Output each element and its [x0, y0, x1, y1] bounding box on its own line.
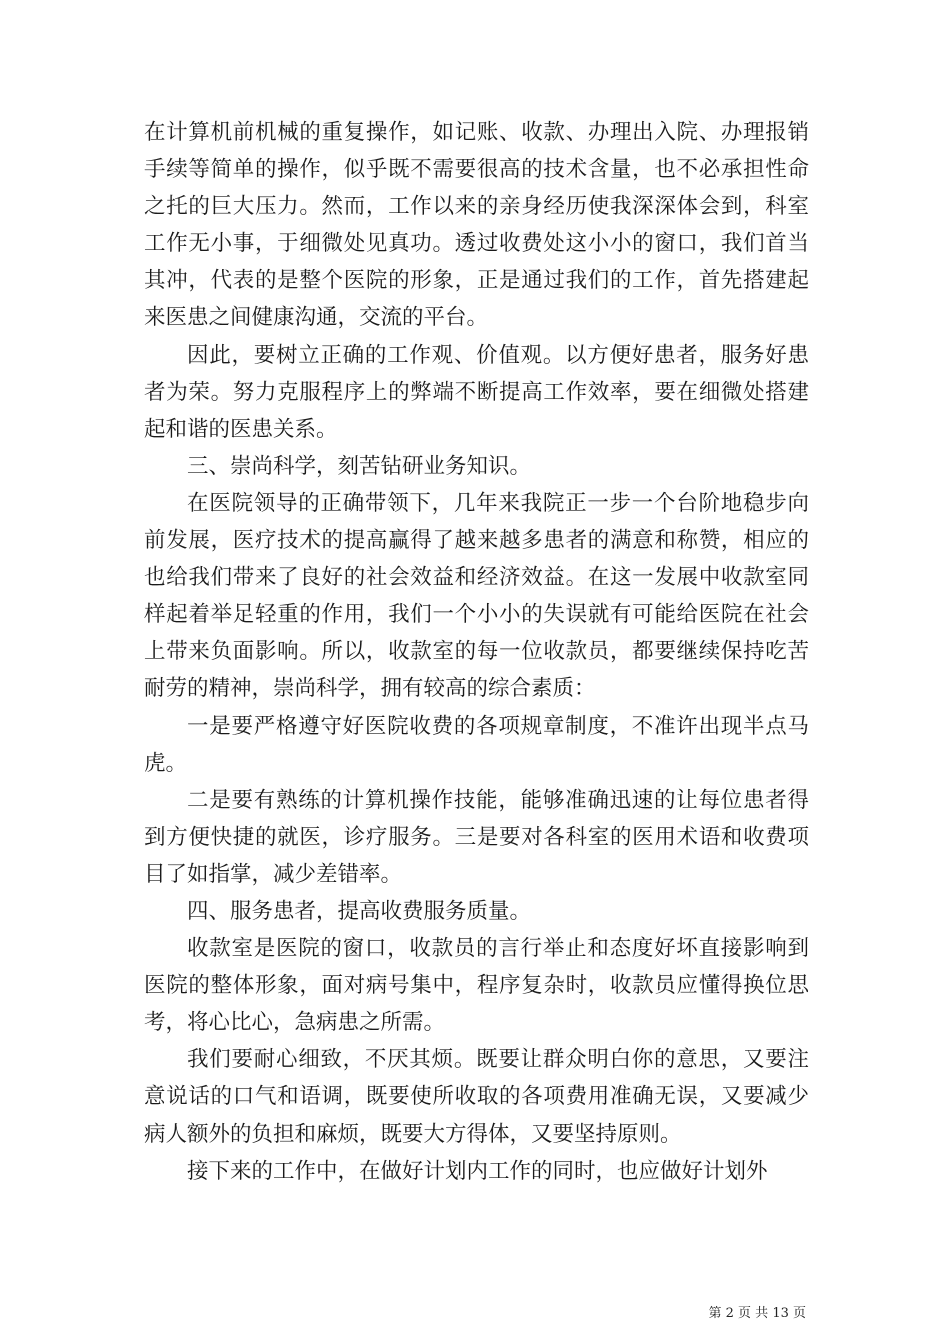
page-number-footer: 第 2 页 共 13 页 — [708, 1306, 806, 1321]
paragraph-4: 在医院领导的正确带领下，几年来我院正一步一个台阶地稳步向前发展，医疗技术的提高赢得了越来越多患者的满意和称赞，相应的也给我们带来了良好的社会效益和经济效益。在这一发展中收款室同样起着举足轻重的作用，我们一个小小的失误就有可能给医院在社会上带来负面影响。所以，收款室的每一位收款员，都要继续保持吃苦耐劳的精神，崇尚科学，拥有较高的综合素质： — [144, 490, 809, 702]
paragraph-6: 二是要有熟练的计算机操作技能，能够准确迅速的让每位患者得到方便快捷的就医，诊疗服务。三是要对各科室的医用术语和收费项目了如指掌，减少差错率。 — [144, 787, 809, 887]
paragraph-8: 收款室是医院的窗口，收款员的言行举止和态度好坏直接影响到医院的整体形象，面对病号集中，程序复杂时，收款员应懂得换位思考，将心比心，急病患之所需。 — [144, 936, 809, 1036]
section-heading-4: 四、服务患者，提高收费服务质量。 — [187, 898, 532, 924]
section-heading-3: 三、崇尚科学，刻苦钻研业务知识。 — [187, 453, 532, 479]
document-body — [144, 114, 809, 1190]
paragraph-1: 在计算机前机械的重复操作，如记账、收款、办理出入院、办理报销手续等简单的操作，似乎既不需要很高的技术含量，也不必承担性命之托的巨大压力。然而，工作以来的亲身经历使我深深体会到，科室工作无小事，于细微处见真功。透过收费处这小小的窗口，我们首当其冲，代表的是整个医院的形象，正是通过我们的工作，首先搭建起来医患之间健康沟通，交流的平台。 — [144, 120, 809, 331]
paragraph-2: 因此，要树立正确的工作观、价值观。以方便好患者，服务好患者为荣。努力克服程序上的弊端不断提高工作效率，要在细微处搭建起和谐的医患关系。 — [144, 342, 809, 442]
paragraph-5: 一是要严格遵守好医院收费的各项规章制度，不准许出现半点马虎。 — [144, 713, 809, 776]
paragraph-9: 我们要耐心细致，不厌其烦。既要让群众明白你的意思，又要注意说话的口气和语调，既要使所收取的各项费用准确无误，又要减少病人额外的负担和麻烦，既要大方得体，又要坚持原则。 — [144, 1047, 809, 1147]
paragraph-10: 接下来的工作中，在做好计划内工作的同时，也应做好计划外 — [187, 1158, 768, 1184]
